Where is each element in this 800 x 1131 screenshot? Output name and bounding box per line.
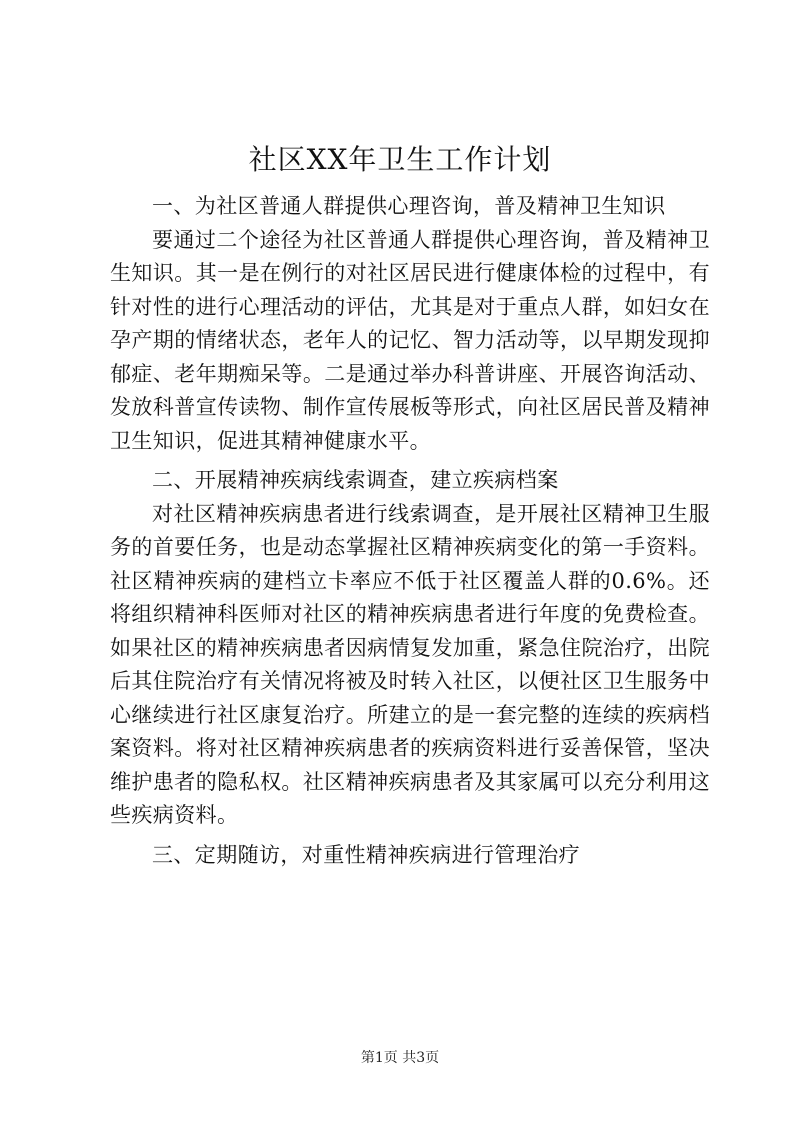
document-title: 社区XX年卫生工作计划 (248, 143, 552, 176)
section-heading-2: 二、开展精神疾病线索调查，建立疾病档案 (152, 468, 559, 492)
paragraph-2: 对社区精神疾病患者进行线索调查，是开展社区精神卫生服务的首要任务，也是动态掌握社区精神疾病变化的第一手资料。社区精神疾病的建档立卡率应不低于社区覆盖人群的0.6%。还将组织精神科医师对社区的精神疾病患者进行年度的免费检查。如果社区的精神疾病患者因病情复发加重，紧急住院治疗，出院后其住院治疗有关情况将被及时转入社区，以便社区卫生服务中心继续进行社区康复治疗。所建立的是一套完整的连续的疾病档案资料。将对社区精神疾病患者的疾病资料进行妥善保管，坚决维护患者的隐私权。社区精神疾病患者及其家属可以充分利用这些疾病资料。 (110, 501, 710, 827)
document-body (110, 190, 710, 872)
paragraph-1: 要通过二个途径为社区普通人群提供心理咨询，普及精神卫生知识。其一是在例行的对社区居民进行健康体检的过程中，有针对性的进行心理活动的评估，尤其是对于重点人群，如妇女在孕产期的情绪状态，老年人的记忆、智力活动等，以早期发现抑郁症、老年期痴呆等。二是通过举办科普讲座、开展咨询活动、发放科普宣传读物、制作宣传展板等形式，向社区居民普及精神卫生知识，促进其精神健康水平。 (110, 227, 710, 453)
page-number-footer: 第1页 共3页 (360, 1050, 440, 1066)
section-heading-1: 一、为社区普通人群提供心理咨询，普及精神卫生知识 (152, 194, 666, 218)
section-heading-3: 三、定期随访，对重性精神疾病进行管理治疗 (152, 842, 580, 867)
